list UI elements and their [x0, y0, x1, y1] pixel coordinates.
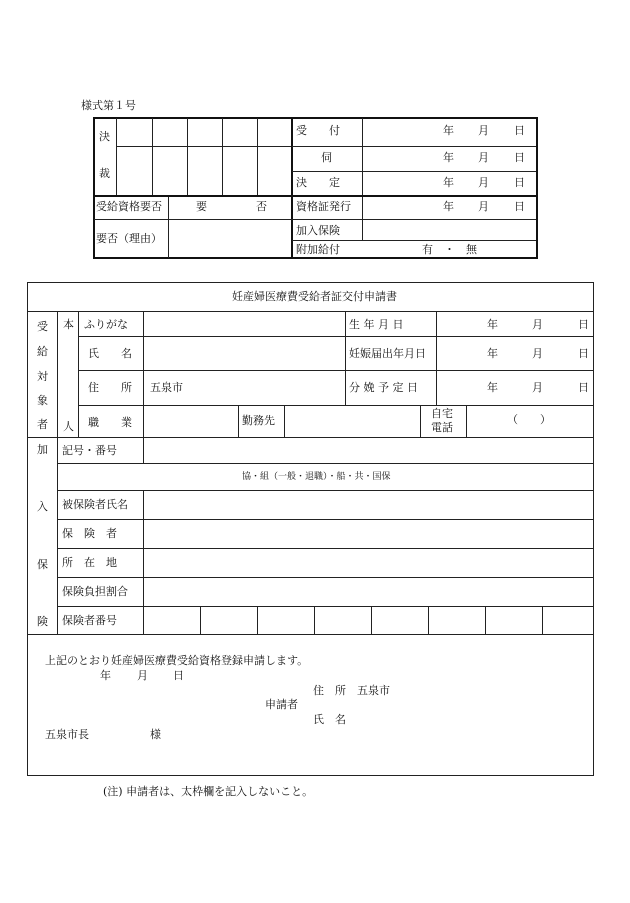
insurance-types[interactable]: 協・組（一般・退職）・船・共・国保 [242, 472, 391, 482]
side-label-self-2: 人 [63, 420, 74, 433]
date-year: 年 [443, 176, 454, 189]
decided-label: 決 定 [296, 176, 340, 189]
phone-field[interactable]: （ ） [507, 413, 551, 426]
date-day: 日 [514, 200, 525, 213]
side-label-subject-0: 受 [37, 320, 48, 333]
workplace-label: 勤務先 [242, 414, 275, 427]
insurer-number-field[interactable] [144, 607, 593, 634]
workplace-field[interactable] [285, 406, 420, 437]
date-day: 日 [514, 176, 525, 189]
date-month: 月 [478, 176, 489, 189]
footnote: (注) 申請者は、太枠欄を記入しないこと。 [103, 785, 314, 798]
burden-ratio-label: 保険負担割合 [62, 585, 128, 598]
certificate-issued-label: 資格証発行 [296, 200, 351, 213]
date-year: 年 [487, 347, 498, 360]
symbol-number-field[interactable] [144, 438, 593, 463]
date-year: 年 [487, 318, 498, 331]
date-month: 月 [478, 151, 489, 164]
side-label-insurance-0: 加 [37, 443, 48, 456]
address-value[interactable]: 五泉市 [150, 381, 183, 394]
occupation-field[interactable] [144, 406, 238, 437]
side-label-subject-2: 対 [37, 370, 48, 383]
furigana-field[interactable] [144, 312, 345, 336]
eligibility-yes: 要 [196, 200, 207, 213]
name-field[interactable] [144, 337, 345, 370]
date-month: 月 [532, 347, 543, 360]
phone-label-2: 電話 [431, 421, 453, 434]
honorific: 様 [150, 728, 161, 741]
date-day: 日 [514, 151, 525, 164]
reason-label: 要否（理由） [96, 232, 162, 245]
date-day: 日 [578, 318, 589, 331]
pregnancy-report-label: 妊娠届出年月日 [349, 347, 426, 360]
location-field[interactable] [144, 549, 593, 577]
form-title: 妊産婦医療費受給者証交付申請書 [232, 290, 397, 303]
received-label: 受 付 [296, 124, 340, 137]
occupation-label: 職 業 [88, 416, 132, 429]
eligibility-label: 受給資格要否 [96, 200, 162, 213]
date-year: 年 [487, 381, 498, 394]
insurer-number-label: 保険者番号 [62, 614, 117, 627]
birthdate-label: 生 年 月 日 [349, 318, 404, 331]
side-label-subject-4: 者 [37, 418, 48, 431]
form-number: 様式第１号 [81, 99, 136, 112]
declaration-address-label: 住 所 [313, 684, 346, 697]
side-label-subject-3: 象 [37, 394, 48, 407]
side-label-insurance-3: 険 [37, 615, 48, 628]
insurer-field[interactable] [144, 520, 593, 548]
side-label-subject-1: 給 [37, 345, 48, 358]
side-label-insurance-1: 入 [37, 500, 48, 513]
date-day: 日 [578, 347, 589, 360]
declaration-year: 年 [100, 669, 111, 682]
location-label: 所 在 地 [62, 556, 117, 569]
date-day: 日 [578, 381, 589, 394]
side-label-insurance-2: 保 [37, 558, 48, 571]
inquiry-label: 伺 [321, 151, 332, 164]
additional-benefit-label: 附加給付 [296, 243, 340, 256]
date-year: 年 [443, 151, 454, 164]
declaration-name-label: 氏 名 [313, 713, 346, 726]
date-year: 年 [443, 200, 454, 213]
date-month: 月 [532, 318, 543, 331]
addressee: 五泉市長 [45, 728, 89, 741]
decision-label-2: 裁 [99, 167, 110, 180]
insurance-joined-label: 加入保険 [296, 224, 340, 237]
insured-name-label: 被保険者氏名 [62, 498, 128, 511]
additional-benefit-value[interactable]: 有 ・ 無 [422, 243, 477, 256]
decision-label-1: 決 [99, 130, 110, 143]
declaration-day: 日 [173, 669, 184, 682]
insured-name-field[interactable] [144, 491, 593, 519]
date-month: 月 [532, 381, 543, 394]
address-label: 住 所 [88, 381, 132, 394]
symbol-number-label: 記号・番号 [62, 444, 117, 457]
eligibility-no: 否 [256, 200, 267, 213]
date-day: 日 [514, 124, 525, 137]
burden-ratio-field[interactable] [144, 578, 593, 606]
applicant-label: 申請者 [265, 698, 298, 711]
name-label: 氏 名 [88, 347, 132, 360]
furigana-label: ふりがな [84, 318, 128, 331]
date-month: 月 [478, 200, 489, 213]
date-year: 年 [443, 124, 454, 137]
phone-label-1: 自宅 [431, 407, 453, 420]
declaration-month: 月 [137, 669, 148, 682]
date-month: 月 [478, 124, 489, 137]
declaration-statement: 上記のとおり妊産婦医療費受給資格登録申請します。 [45, 654, 309, 667]
due-date-label: 分 娩 予 定 日 [349, 381, 418, 394]
declaration-address-value[interactable]: 五泉市 [357, 684, 390, 697]
insurer-label: 保 険 者 [62, 527, 117, 540]
side-label-self-1: 本 [63, 318, 74, 331]
